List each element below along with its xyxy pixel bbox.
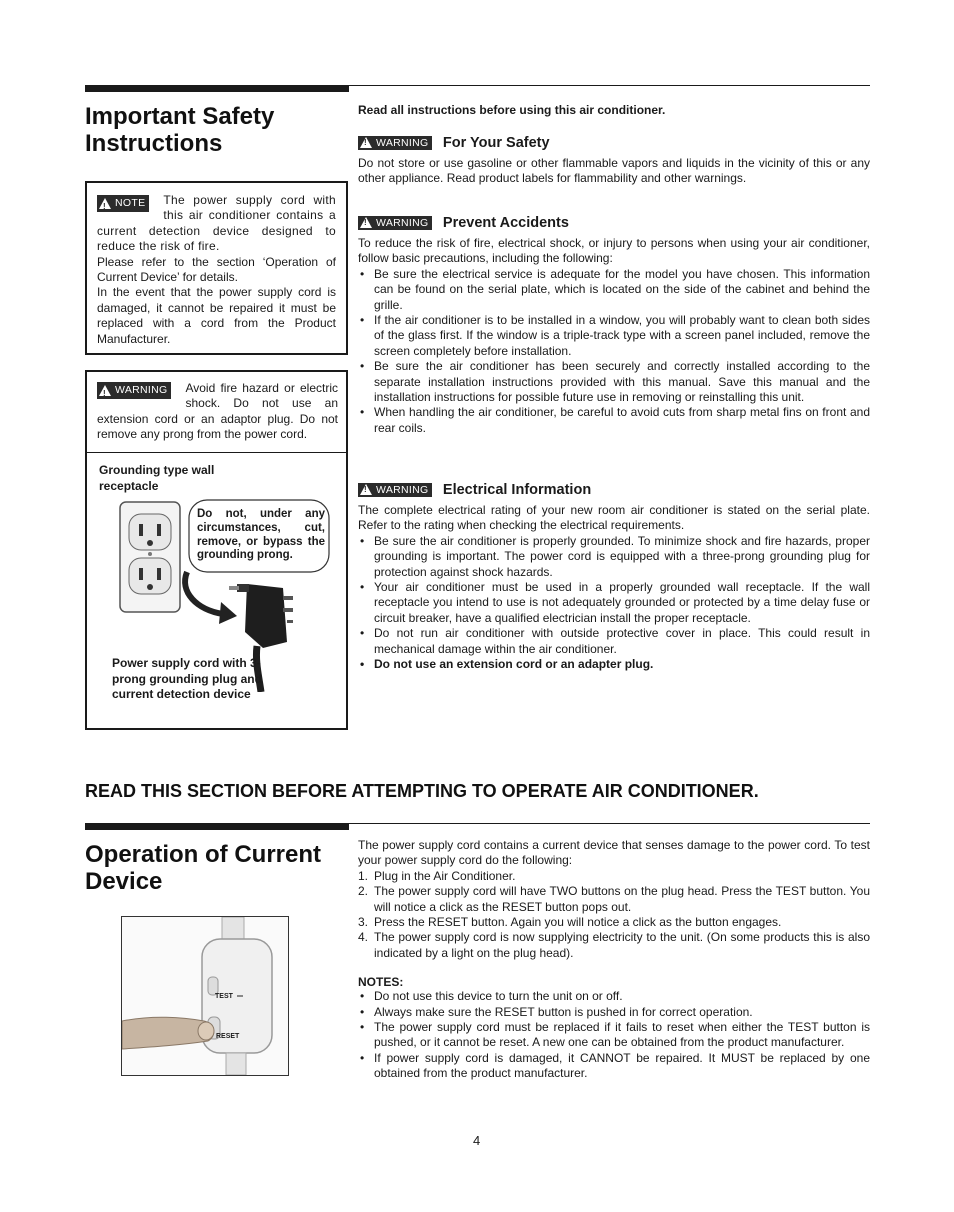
banner-heading: READ THIS SECTION BEFORE ATTEMPTING TO OPERATE AIR CONDITIONER. [85,781,759,801]
section2-thin-rule [349,823,870,824]
section2-title [85,841,321,895]
safety-heading: For Your Safety [442,135,550,151]
arrow [185,572,223,614]
list-item: • Your air conditioner must be used in a properly grounded wall receptacle. If the wall receptacle you intend to use is not adequately grounded or protected by a time delay fuse or circuit breaker, have a qualified electrician install the proper receptacle. [358,580,870,626]
list-item: • If the air conditioner is to be installed in a window, you will probably want to clean both sides of the glass first. If the window is a triple-track type with a screen panel included, remove the screen completely before installation. [358,313,870,359]
electrical-intro: The complete electrical rating of your new room air conditioner is stated on the serial plate. Refer to the rating when checking the electrical requirements. [358,503,870,533]
list-item: • When handling the air conditioner, be careful to avoid cuts from sharp metal fins on front and rear coils. [358,405,870,436]
section1-thick-rule [85,85,349,92]
safety-heading-row [358,134,870,152]
accidents-warning-badge: ! WARNING [358,216,432,230]
electrical-block [358,481,870,672]
notes-list [358,989,870,1081]
section1-title-line1: Important Safety [85,103,275,130]
section1-title [85,103,274,157]
list-item: • Be sure the air conditioner has been securely and correctly installed according to the separate installation instructions provided with this manual. Save this manual and the installation instructions for possible future use in removing or reinstalling this unit. [358,359,870,405]
warning-box-text: ! WARNING Avoid fire hazard or electric shock. Do not use an extension cord or an adaptor plug. Do not remove any prong from the power cord. [97,381,338,443]
list-item: • Be sure the electrical service is adequate for the model you have chosen. This information can be found on the serial plate, which is located on the side of the cabinet and behind the grille. [358,267,870,313]
section2-title-line1: Operation of Current [85,841,322,868]
notes-heading: NOTES: [358,975,404,990]
callout-text: Do not, under any circumstances, cut, remove, or bypass the grounding prong. [197,508,325,562]
caution-icon [360,217,372,228]
list-item: • Always make sure the RESET button is pushed in for correct operation. [358,1005,870,1020]
electrical-heading-row [358,481,870,499]
warning-badge: ! WARNING [97,382,171,399]
accidents-block [358,214,870,436]
electrical-heading: Electrical Information [442,482,592,498]
step-item: 1. Plug in the Air Conditioner. [358,868,516,883]
warning-box [85,370,348,730]
safety-block [358,134,870,187]
list-item: • If power supply cord is damaged, it CANNOT be repaired. It MUST be replaced by one obtained from the product manufacturer. [358,1051,870,1082]
reset-label: RESET [216,1033,240,1040]
accidents-list [358,267,870,436]
list-item: • Do not use this device to turn the unit on or off. [358,989,870,1004]
page-number: 4 [473,1133,481,1148]
steps-list [358,869,870,961]
note-badge: ! NOTE [97,195,149,212]
electrical-list [358,534,870,673]
section2-title-line2: Device [85,868,163,895]
accidents-heading-row [358,214,870,232]
test-led [237,995,243,997]
test-label: TEST [215,993,233,1000]
step-item: 2. The power supply cord will have TWO buttons on the plug head. Press the TEST button. You will notice a click as the RESET button pops out. [358,884,870,914]
list-item: • The power supply cord must be replaced if it fails to reset when either the TEST button is pushed, or it cannot be reset. A new one can be obtained from the product manufacturer. [358,1020,870,1051]
section1-title-line2: Instructions [85,130,223,157]
caution-icon [99,198,111,209]
figure-divider [87,452,346,453]
receptacle-label: Grounding type wall receptacle [99,463,215,493]
step-item: 3. Press the RESET button. Again you will notice a click as the button engages. [358,915,782,930]
section2-intro: The power supply cord contains a current device that senses damage to the power cord. To test your power supply cord do the following: [358,838,870,868]
section1-thin-rule [349,85,870,86]
plug-label: Power supply cord with 3-prong grounding plug and current detection device [112,656,262,701]
plug-photo [121,916,289,1076]
read-all-text: Read all instructions before using this air conditioner. [358,103,666,117]
section2-thick-rule [85,823,349,830]
plug-body [245,584,287,648]
caution-icon [360,137,372,148]
electrical-warning-badge: ! WARNING [358,483,432,497]
list-item: • Do not run air conditioner with outside protective cover in place. This could result in mechanical damage within the air conditioner. [358,626,870,657]
accidents-intro: To reduce the risk of fire, electrical shock, or injury to persons when using your air conditioner, follow basic precautions, including the following: [358,236,870,266]
caution-icon [99,385,111,396]
safety-warning-badge: ! WARNING [358,136,432,150]
note-box-text: ! NOTE The power supply cord with this air conditioner contains a current detection device designed to reduce the risk of fire. Please refer to the section ‘Operation of Current Device’ for details. In the event that the power supply cord is damaged, it cannot be repaired it must be replaced with a cord from the Product Manufacturer. [97,193,336,347]
plug-head-illustration [122,917,288,1075]
caution-icon [360,484,372,495]
accidents-heading: Prevent Accidents [442,215,569,231]
list-item: • Do not use an extension cord or an adapter plug. [358,657,870,672]
list-item: • Be sure the air conditioner is properly grounded. To minimize shock and fire hazards, proper grounding is important. The power cord is equipped with a three-prong grounding plug for protection against shock hazards. [358,534,870,580]
note-box [85,181,348,355]
safety-text: Do not store or use gasoline or other flammable vapors and liquids in the vicinity of this or any other appliance. Read product labels for flammability and other warnings. [358,156,870,186]
section2-text [358,838,870,1082]
step-item: 4. The power supply cord is now supplying electricity to the unit. (On some products this is also indicated by a light on the plug head). [358,930,870,960]
